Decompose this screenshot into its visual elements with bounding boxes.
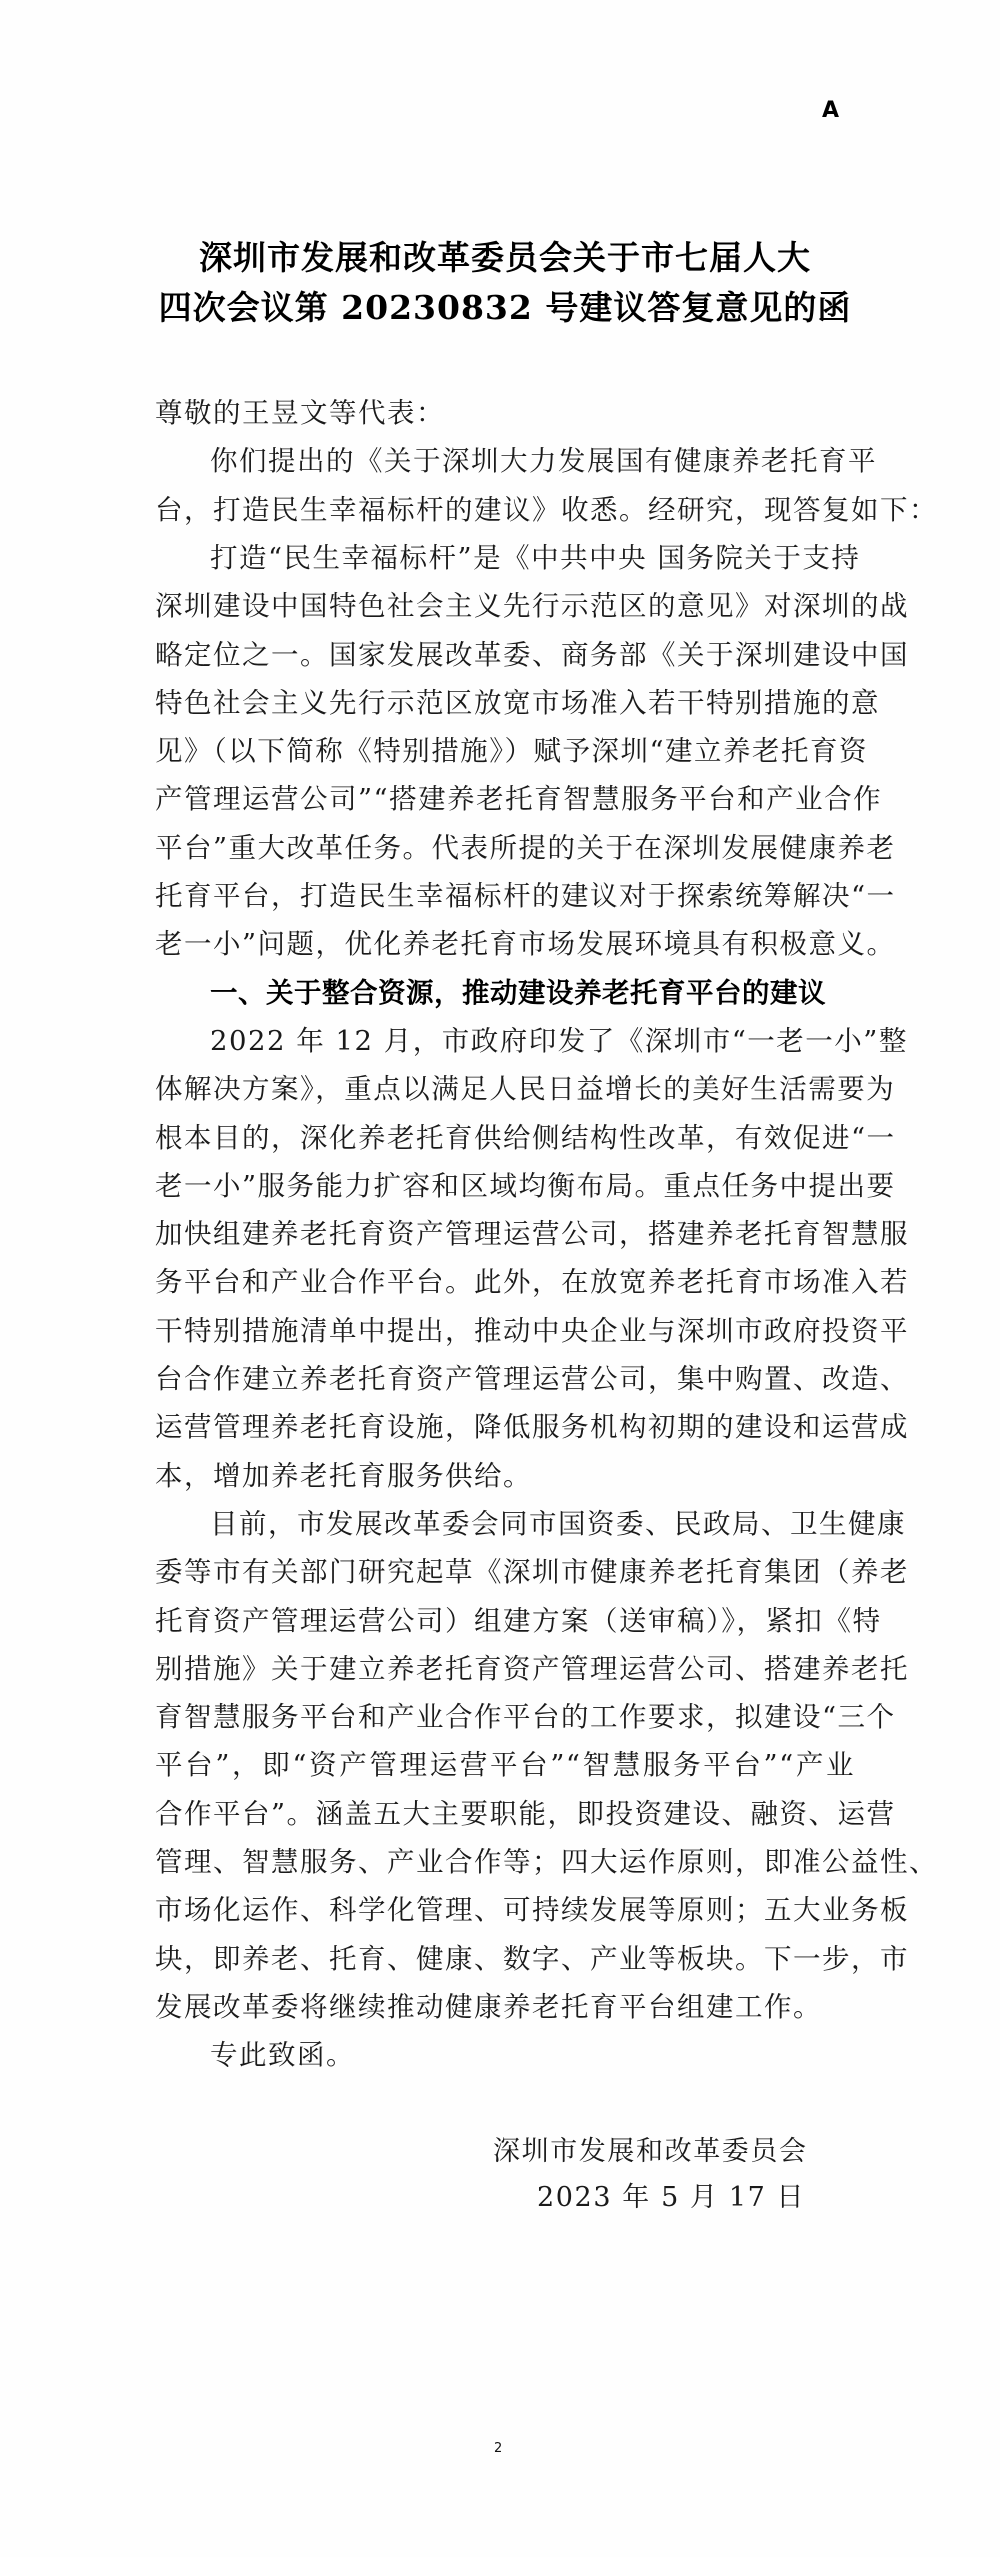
body-line: 见》（以下简称《特别措施》）赋予深圳“建立养老托育资 xyxy=(155,735,869,768)
salutation: 尊敬的王昱文等代表： xyxy=(155,397,445,429)
document-title-line-1: 深圳市发展和改革委员会关于市七届人大 xyxy=(199,238,811,277)
body-line: 体解决方案》，重点以满足人民日益增长的美好生活需要为 xyxy=(155,1073,896,1106)
body-line: 2022 年 12 月，市政府印发了《深圳市“一老一小”整 xyxy=(210,1024,908,1057)
body-line: 运营管理养老托育设施，降低服务机构初期的建设和运营成 xyxy=(155,1411,909,1444)
body-line: 台合作建立养老托育资产管理运营公司，集中购置、改造、 xyxy=(155,1363,909,1395)
body-line: 台，打造民生幸福标杆的建议》收悉。经研究，现答复如下： xyxy=(155,493,938,526)
body-line: 块，即养老、托育、健康、数字、产业等板块。下一步，市 xyxy=(155,1942,909,1975)
body-line: 你们提出的《关于深圳大力发展国有健康养老托育平 xyxy=(210,445,877,478)
signature-date: 2023 年 5 月 17 日 xyxy=(537,2182,806,2213)
signature-organization: 深圳市发展和改革委员会 xyxy=(493,2136,808,2167)
body-line: 专此致函。 xyxy=(210,2039,355,2072)
body-line: 产管理运营公司”“搭建养老托育智慧服务平台和产业合作 xyxy=(155,783,883,816)
body-line: 平台”，即“资产管理运营平台”“智慧服务平台”“产业 xyxy=(155,1749,855,1782)
document-title-line-2: 四次会议第 20230832 号建议答复意见的函 xyxy=(158,288,852,327)
body-line: 老一小”问题，优化养老托育市场发展环境具有积极意义。 xyxy=(155,928,896,961)
body-line: 略定位之一。国家发展改革委、商务部《关于深圳建设中国 xyxy=(155,638,909,671)
body-line: 管理、智慧服务、产业合作等；四大运作原则，即准公益性、 xyxy=(155,1846,938,1878)
body-line: 根本目的，深化养老托育供给侧结构性改革，有效促进“一 xyxy=(155,1121,896,1154)
body-line: 打造“民生幸福标杆”是《中共中央 国务院关于支持 xyxy=(210,541,861,574)
body-line: 特色社会主义先行示范区放宽市场准入若干特别措施的意 xyxy=(155,686,880,719)
body-line: 本，增加养老托育服务供给。 xyxy=(155,1459,532,1492)
body-line: 务平台和产业合作平台。此外，在放宽养老托育市场准入若 xyxy=(155,1266,909,1299)
body-line: 干特别措施清单中提出，推动中央企业与深圳市政府投资平 xyxy=(155,1314,909,1347)
body-line: 育智慧服务平台和产业合作平台的工作要求，拟建设“三个 xyxy=(155,1701,896,1734)
body-line: 老一小”服务能力扩容和区域均衡布局。重点任务中提出要 xyxy=(155,1169,896,1202)
body-line: 平台”重大改革任务。代表所提的关于在深圳发展健康养老 xyxy=(155,831,896,864)
body-line: 合作平台”。涵盖五大主要职能，即投资建设、融资、运营 xyxy=(155,1797,896,1830)
body-line: 深圳建设中国特色社会主义先行示范区的意见》对深圳的战 xyxy=(155,590,909,623)
body-line: 托育资产管理运营公司）组建方案（送审稿）》，紧扣《特 xyxy=(155,1604,882,1637)
body-line: 别措施》关于建立养老托育资产管理运营公司、搭建养老托 xyxy=(155,1652,909,1685)
body-line: 委等市有关部门研究起草《深圳市健康养老托育集团（养老 xyxy=(155,1556,909,1589)
body-line: 托育平台，打造民生幸福标杆的建议对于探索统筹解决“一 xyxy=(155,880,896,912)
page-number: 2 xyxy=(494,2441,503,2456)
corner-mark: A xyxy=(822,98,840,123)
section-heading: 一、关于整合资源，推动建设养老托育平台的建议 xyxy=(210,976,826,1009)
body-line: 目前，市发展改革委会同市国资委、民政局、卫生健康 xyxy=(210,1507,906,1540)
body-line: 加快组建养老托育资产管理运营公司，搭建养老托育智慧服 xyxy=(155,1218,909,1251)
body-line: 市场化运作、科学化管理、可持续发展等原则；五大业务板 xyxy=(155,1894,909,1927)
body-line: 发展改革委将继续推动健康养老托育平台组建工作。 xyxy=(155,1990,822,2023)
